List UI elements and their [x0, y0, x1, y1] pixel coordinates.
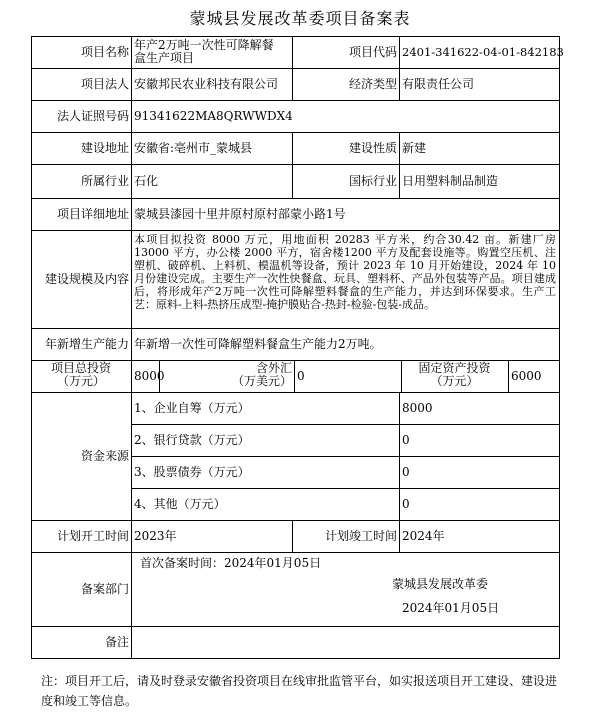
national-industry-label: 国标行业	[348, 174, 397, 188]
planned-start-value: 2023年	[134, 529, 177, 543]
column-divider	[292, 520, 293, 552]
column-divider	[399, 392, 400, 520]
row-divider	[31, 198, 560, 199]
funding-item-label: 3、股票债券（万元）	[134, 465, 250, 479]
row-divider	[131, 424, 560, 425]
row-divider	[31, 132, 560, 133]
construction-nature-label: 建设性质	[348, 141, 397, 155]
legal-person-label: 项目法人	[80, 77, 129, 91]
column-divider	[294, 360, 295, 392]
row-divider	[31, 626, 560, 627]
row-divider	[131, 456, 560, 457]
filing-department-name: 蒙城县发展改革委	[392, 577, 489, 591]
detailed-address-label: 项目详细地址	[56, 207, 129, 221]
column-divider	[292, 132, 293, 198]
fixed-asset-label: 固定资产投资 （万元）	[418, 361, 491, 388]
construction-scale-label: 建设规模及内容	[44, 272, 129, 286]
economic-type-value: 有限责任公司	[402, 77, 475, 91]
project-name-label: 项目名称	[80, 45, 129, 59]
total-investment-value: 8000	[134, 369, 165, 383]
first-filing-time: 首次备案时间：2024年01月05日	[140, 556, 322, 570]
license-number-label: 法人证照号码	[56, 109, 129, 123]
column-divider	[292, 68, 293, 100]
column-divider	[508, 360, 509, 392]
row-divider	[31, 100, 560, 101]
column-divider	[292, 36, 293, 68]
row-divider	[31, 164, 560, 165]
column-divider	[399, 520, 400, 552]
funding-item-label: 1、企业自筹（万元）	[134, 401, 250, 415]
construction-nature-value: 新建	[402, 141, 427, 155]
page-title: 蒙城县发展改革委项目备案表	[189, 9, 411, 28]
row-divider	[31, 552, 560, 553]
column-divider	[399, 132, 400, 198]
economic-type-label: 经济类型	[348, 77, 397, 91]
industry-value: 石化	[134, 174, 159, 188]
row-divider	[131, 488, 560, 489]
construction-scale-description: 本项目拟投资 8000 万元，用地面积 20283 平方米，约合30.42 亩。新建厂房 13000 平方，办公楼 2000 平方，宿舍楼1200 平方及配套设施等。购置空压机、注塑机、破碎机、上料机、模温机等设备，预计 2023 年 10 月开始建设，2024 年 10 月份建设完成。主要生产一次性快餐盒、玩具、塑料杯、产品外包装等产品。项目建成后，将形成年产2万吨一次性可降解塑料餐盒的生产能力，并达到环保要求。生产工艺：原料-上料-热挤压成型-掩护膜贴合-热封-检验-包装-成品。	[134, 233, 556, 311]
project-code-label: 项目代码	[348, 45, 397, 59]
planned-completion-label: 计划竣工时间	[324, 529, 397, 543]
column-divider	[401, 360, 402, 392]
new-capacity-label: 年新增生产能力	[44, 337, 129, 351]
row-divider	[31, 392, 560, 393]
column-divider	[399, 36, 400, 68]
filing-department-label: 备案部门	[80, 582, 129, 596]
construction-site-label: 建设地址	[80, 141, 129, 155]
remark-label: 备注	[104, 635, 129, 649]
filing-date: 2024年01月05日	[402, 601, 500, 615]
planned-completion-value: 2024年	[402, 529, 445, 543]
detailed-address-value: 蒙城县漆园十里井原村原村部蒙小路1号	[134, 207, 346, 221]
funding-item-label: 4、其他（万元）	[134, 497, 226, 511]
row-divider	[31, 68, 560, 69]
funding-item-value: 8000	[402, 401, 433, 415]
funding-source-label: 资金来源	[80, 449, 129, 463]
column-divider	[399, 68, 400, 100]
total-investment-label: 项目总投资 （万元）	[50, 361, 111, 388]
funding-item-value: 0	[402, 465, 410, 479]
license-number-value: 91341622MA8QRWWDX4	[134, 109, 293, 123]
construction-site-value: 安徽省:亳州市_蒙城县	[134, 141, 253, 155]
new-capacity-value: 年新增一次性可降解塑料餐盒生产能力2万吨。	[134, 337, 382, 351]
legal-person-value: 安徽邦民农业科技有限公司	[134, 77, 279, 91]
project-code-value: 2401-341622-04-01-842183	[402, 45, 564, 59]
column-divider	[131, 36, 132, 659]
foreign-exchange-label: 含外汇 （万美元）	[231, 361, 292, 388]
row-divider	[31, 328, 560, 329]
national-industry-value: 日用塑料制品制造	[402, 174, 499, 188]
funding-item-value: 0	[402, 433, 410, 447]
industry-label: 所属行业	[80, 174, 129, 188]
funding-item-value: 0	[402, 497, 410, 511]
planned-start-label: 计划开工时间	[56, 529, 129, 543]
funding-item-label: 2、银行贷款（万元）	[134, 433, 250, 447]
fixed-asset-value: 6000	[511, 369, 542, 383]
row-divider	[31, 520, 560, 521]
project-name-value: 年产2万吨一次性可降解餐盒生产项目	[134, 38, 274, 65]
row-divider	[31, 230, 560, 231]
foreign-exchange-value: 0	[297, 369, 305, 383]
footnote: 注：项目开工后，请及时登录安徽省投资项目在线审批监管平台，如实报送项目开工建设、建设进度和竣工等信息。	[41, 674, 558, 708]
